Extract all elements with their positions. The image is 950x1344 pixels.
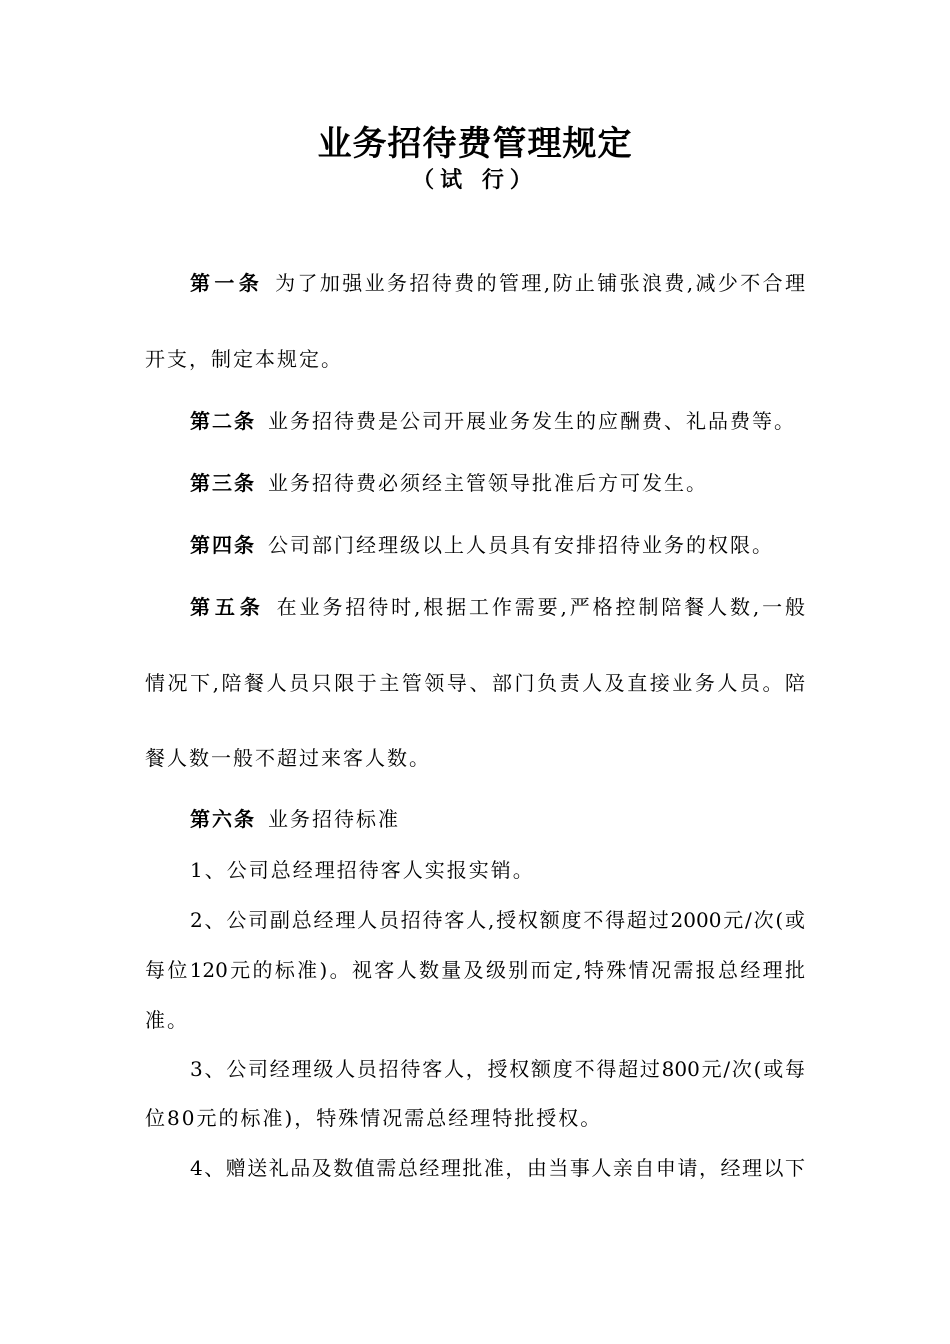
- article-2-text: 业务招待费是公司开展业务发生的应酬费、礼品费等。: [268, 409, 796, 433]
- standard-3-line-2: 位80元的标准)，特殊情况需总经理特批授权。: [145, 1106, 603, 1130]
- article-1-line-2: 开支，制定本规定。: [145, 347, 343, 371]
- article-4-text: 公司部门经理级以上人员具有安排招待业务的权限。: [268, 533, 774, 557]
- standard-2-line-2: 每位120元的标准)。视客人数量及级别而定,特殊情况需报总经理批: [145, 958, 805, 982]
- article-6-label: 第六条: [190, 807, 256, 831]
- standard-2-line-3: 准。: [145, 1008, 189, 1032]
- article-5-line-3: 餐人数一般不超过来客人数。: [145, 746, 431, 770]
- article-3-text: 业务招待费必须经主管领导批准后方可发生。: [268, 471, 708, 495]
- article-3: [190, 468, 805, 498]
- article-2-label: 第二条: [190, 409, 256, 433]
- article-1-label: 第一条: [190, 271, 264, 295]
- article-5-line-2: 情况下,陪餐人员只限于主管领导、部门负责人及直接业务人员。陪: [145, 671, 805, 695]
- article-5-label: 第五条: [190, 595, 265, 619]
- standard-2-line-1: 2、公司副总经理人员招待客人,授权额度不得超过2000元/次(或: [190, 908, 805, 932]
- document-subtitle: （试 行）: [412, 167, 538, 193]
- standard-1: 1、公司总经理招待客人实报实销。: [190, 858, 535, 882]
- article-1-text: 为了加强业务招待费的管理,防止铺张浪费,减少不合理: [275, 271, 806, 295]
- article-3-label: 第三条: [190, 471, 256, 495]
- article-5-line-1: [190, 592, 805, 622]
- article-4-label: 第四条: [190, 533, 256, 557]
- document-title: 业务招待费管理规定: [317, 124, 633, 164]
- article-2: [190, 406, 805, 436]
- article-6: [190, 804, 805, 834]
- article-4: [190, 530, 805, 560]
- article-6-text: 业务招待标准: [268, 807, 400, 831]
- article-5-text: 在业务招待时,根据工作需要,严格控制陪餐人数,一般: [276, 595, 806, 619]
- standard-4-line-1: 4、赠送礼品及数值需总经理批准，由当事人亲自申请，经理以下: [190, 1156, 805, 1180]
- standard-3-line-1: 3、公司经理级人员招待客人，授权额度不得超过800元/次(或每: [190, 1057, 805, 1081]
- article-1-line-1: [190, 268, 805, 298]
